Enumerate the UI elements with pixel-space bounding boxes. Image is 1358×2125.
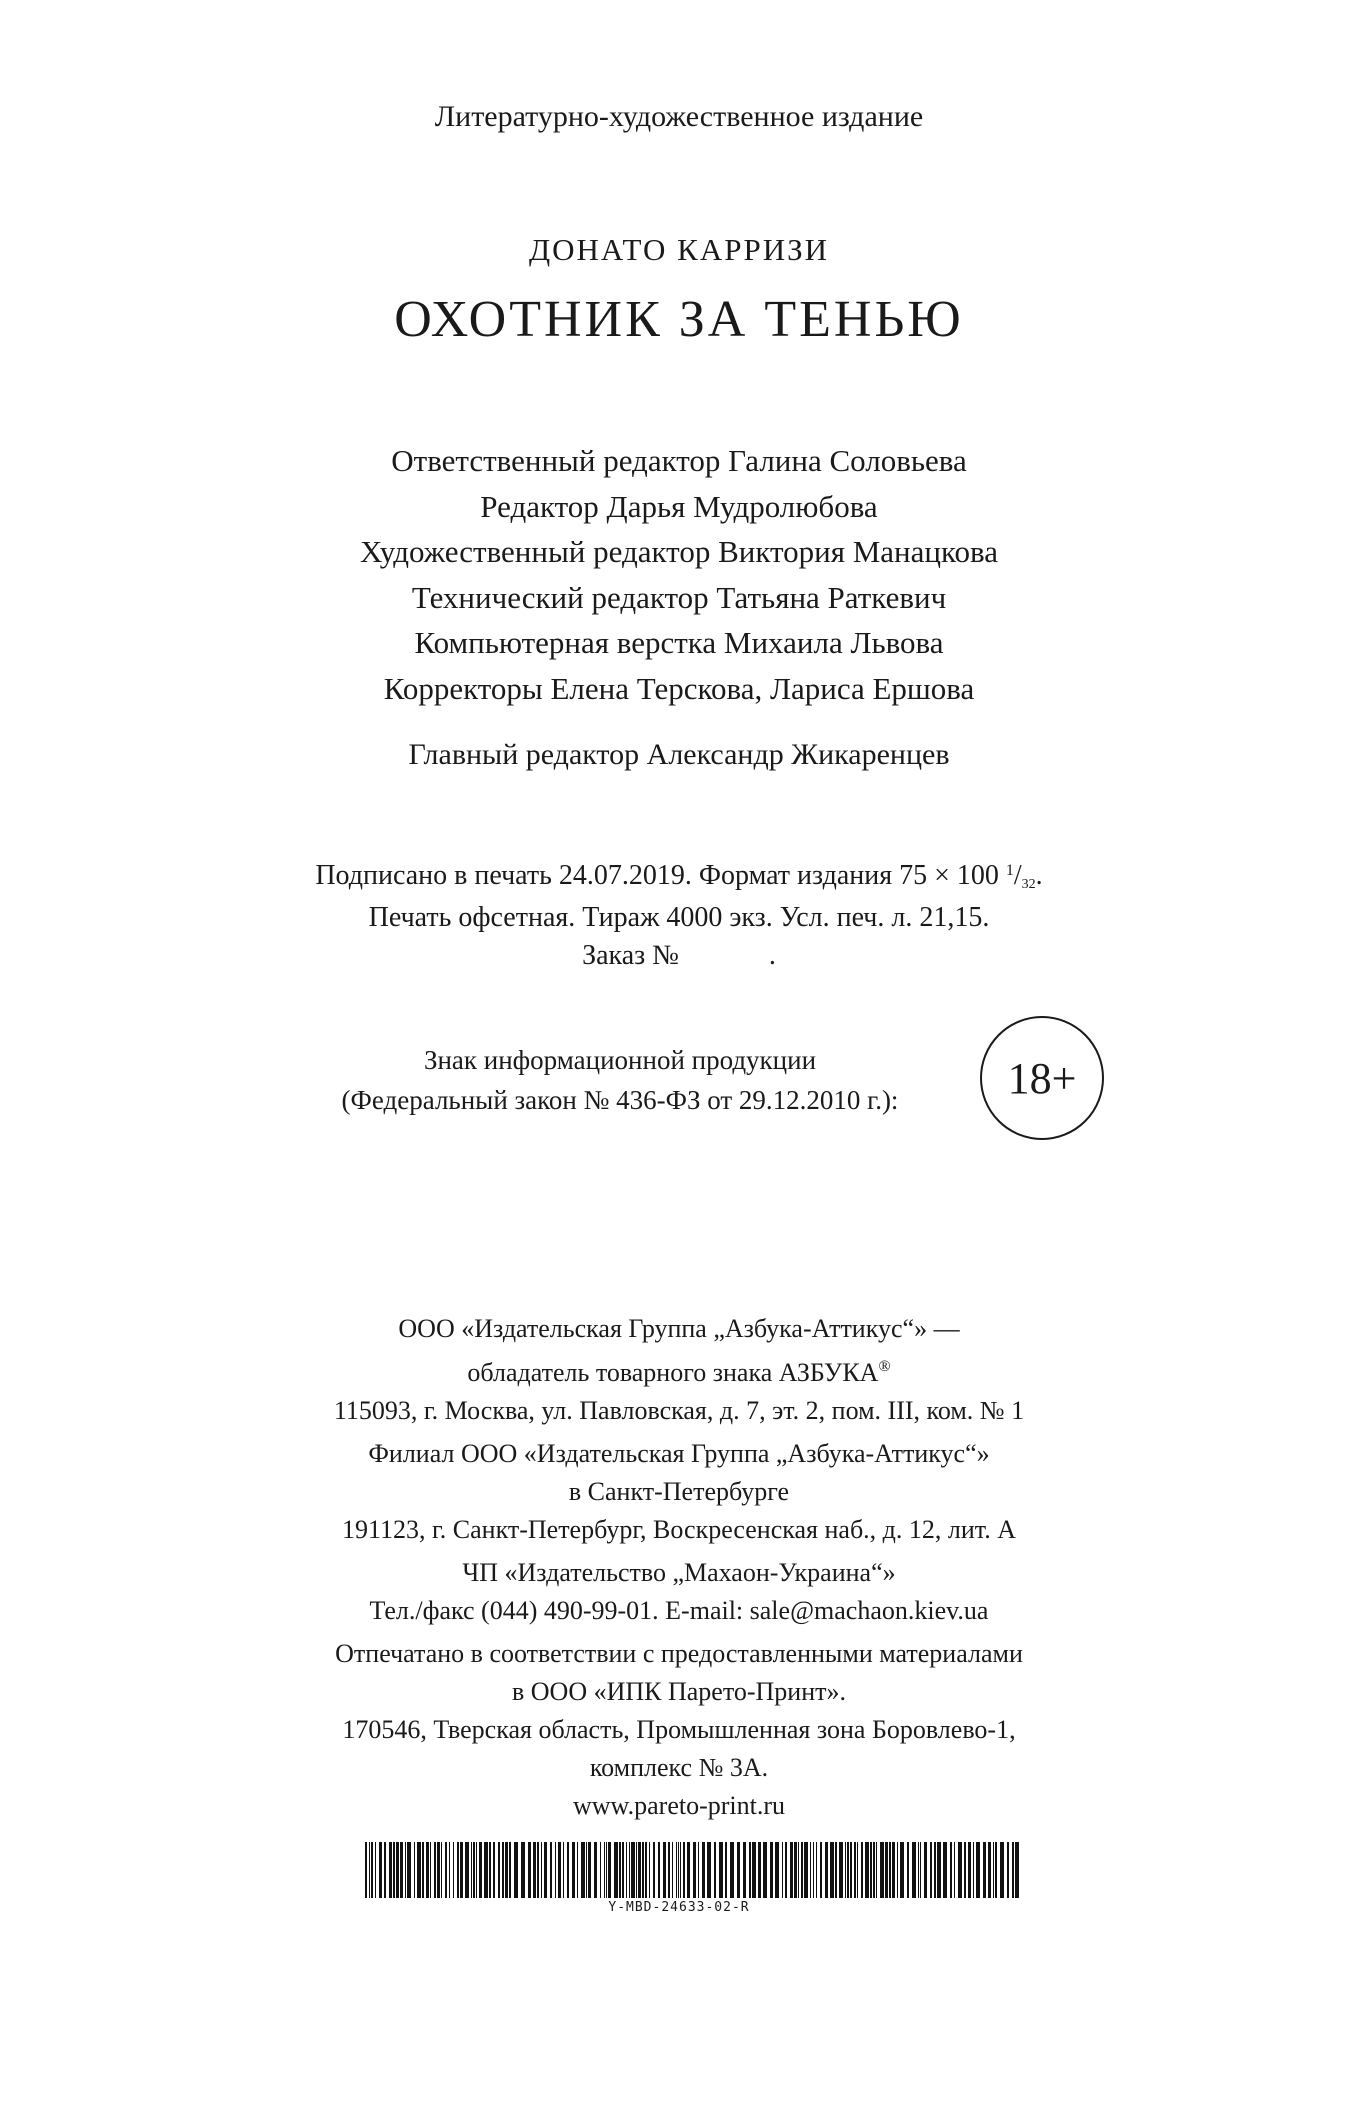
order-end: .	[768, 940, 776, 971]
contact-line: Тел./факс (044) 490-99-01. E-mail: sale@machaon.kiev.ua	[369, 1596, 989, 1625]
order-label: Заказ №	[582, 940, 679, 971]
credit-line: Технический редактор Татьяна Раткевич	[411, 579, 947, 615]
publisher-trademark-line	[0, 1348, 1358, 1392]
book-title: ОХОТНИК ЗА ТЕНЬЮ	[394, 291, 964, 348]
age-sign-text	[290, 1040, 950, 1120]
branch-address: 191123, г. Санкт-Петербург, Воскресенская наб., д. 12, лит. А	[342, 1515, 1016, 1544]
printer-complex: комплекс № 3А.	[589, 1753, 769, 1782]
publisher-address: 115093, г. Москва, ул. Павловская, д. 7, эт. 2, пом. III, ком. № 1	[333, 1396, 1025, 1425]
credit-line: Редактор Дарья Мудролюбова	[480, 488, 878, 524]
credit-line: Ответственный редактор Галина Соловьева	[391, 443, 967, 478]
credit-line: Корректоры Елена Терскова, Лариса Ершова	[383, 670, 975, 706]
print-signed-end: .	[1035, 860, 1043, 891]
print-signed-text: Подписано в печать 24.07.2019. Формат издания 75 × 100	[315, 860, 999, 891]
printer-block	[0, 1635, 1358, 1825]
branch-line: Филиал ООО «Издательская Группа „Азбука-Аттикус“»	[368, 1439, 990, 1468]
trademark-text: обладатель товарного знака АЗБУКА	[467, 1358, 879, 1387]
publisher-info	[0, 1310, 1358, 1830]
printer-address: 170546, Тверская область, Промышленная зона Боровлево-1,	[342, 1715, 1016, 1744]
credit-line: Художественный редактор Виктория Манацкова	[360, 534, 998, 569]
chief-editor: Главный редактор Александр Жикаренцев	[408, 738, 950, 771]
age-sign-law: (Федеральный закон № 436-ФЗ от 29.12.2010 г.):	[341, 1085, 899, 1115]
age-rating-badge: 18+	[980, 1016, 1104, 1140]
publisher-line: ООО «Издательская Группа „Азбука-Аттикус“» —	[398, 1314, 960, 1343]
branch-city: в Санкт-Петербурге	[568, 1477, 790, 1506]
genre-label: Литературно-художественное издание	[434, 100, 924, 133]
barcode-image	[365, 1842, 1025, 1898]
ukraine-block	[0, 1554, 1358, 1630]
order-line	[0, 940, 1358, 972]
credit-line: Компьютерная верстка Михаила Львова	[414, 625, 944, 660]
format-fraction-numerator: 1	[1005, 862, 1014, 879]
registered-mark: ®	[878, 1358, 891, 1375]
publisher-block	[0, 1310, 1358, 1430]
format-fraction-denominator: 32	[1021, 877, 1036, 892]
author-name: ДОНАТО КАРРИЗИ	[528, 232, 830, 267]
credits-list	[0, 438, 1358, 711]
printer-name: в ООО «ИПК Парето-Принт».	[511, 1677, 846, 1706]
branch-block	[0, 1435, 1358, 1549]
age-sign-line: Знак информационной продукции	[423, 1045, 817, 1075]
ukraine-publisher: ЧП «Издательство „Махаон-Украина“»	[462, 1558, 896, 1587]
printer-line: Отпечатано в соответствии с предоставленными материалами	[335, 1639, 1023, 1668]
print-signed-line: Подписано в печать 24.07.2019. Формат издания 75 × 100 $^1$/32.	[315, 860, 1043, 892]
barcode-number: Y-MBD-24633-02-R	[608, 1900, 750, 1915]
printer-website: www.pareto-print.ru	[572, 1791, 786, 1820]
print-run-line: Печать офсетная. Тираж 4000 экз. Усл. печ. л. 21,15.	[368, 902, 990, 933]
